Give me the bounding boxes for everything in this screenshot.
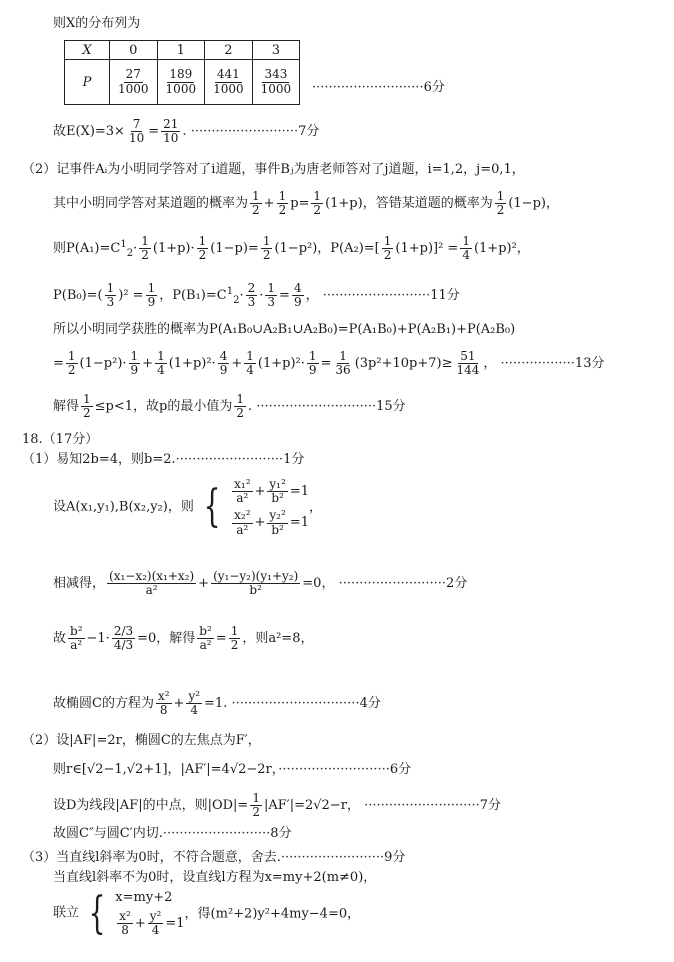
part2-line4: P(B₀)=( $\frac{1}{3}$ )² = $\frac{1}{9}$ ，$P(B_1)=C^1_2\cdot$ $\frac{2}{3}$ · $\frac{1}{3}$ = $\frac{4}{9}$ ， ··························11分 [53,281,460,310]
part2-line7: 解得 $\frac{1}{2}$ ≤p<1，故p的最小值为 $\frac{1}{2}$ . ·····························15分 [53,392,406,421]
part2-line5: 所以小明同学获胜的概率为P(A₁B₀∪A₂B₁∪A₂B₀)=P(A₁B₀)+P(A₂B₁)+P(A₂B₀) [53,322,516,337]
frac-den: 1000 [260,81,292,96]
q18-a1: （1）易知2b=4，则b=2.··························1分 [22,452,305,467]
frac-num: 441 [216,67,240,82]
table-header-cell: 1 [157,41,205,60]
frac-num: 343 [264,67,288,82]
q18-b2: 则r∈[√2−1,√2+1]，|AF′|=4√2−2r，···························6分 [53,762,412,777]
q18-c3: 联立 { x=my+2 $\frac{\text{x²}}{8}$ + $\frac{\text{y²}}{4}$ =1 ，得(m²+2)y²+4my−4=0， [53,887,361,939]
q18-a2: 设A(x₁,y₁),B(x₂,y₂)，则 { $\frac{\text{x₁²}}{\text{a²}}$ + $\frac{\text{y₁²}}{\text{b²}}$ =1 $\frac{\text{x₂²}}{\text{a²}}$ + $\frac{\text{y₂²}}{\text{b²}}$ =1 ， [53,477,322,537]
frac-num: 189 [169,67,193,82]
q18-a4: 故 $\frac{\text{b²}}{\text{a²}}$ −1· $\frac{2/3}{4/3}$ =0，解得 $\frac{\text{b²}}{\text{a²}}$ = $\frac{1}{2}$ ，则a²=8， [53,624,314,653]
table-cell [205,60,253,105]
distribution-table [64,40,300,105]
q18-a3: 相减得， $\frac{\text{(x₁−x₂)(x₁+x₂)}}{\text{a²}}$ + $\frac{\text{(y₁−y₂)(y₁+y₂)}}{\text{b²}}$ =0， ··························2分 [53,569,468,598]
expectation-line: 故E(X)=3× $\frac{7}{10}$ = $\frac{21}{10}$ . ··························7分 [53,117,320,146]
table-header-cell: X [65,41,110,60]
score-6: ···························6分 [312,80,445,95]
frac-num: 27 [125,67,141,82]
frac-den: 1000 [165,81,197,96]
intro-line: 则X的分布列为 [53,16,141,31]
q18-heading: 18.（17分） [22,432,99,447]
part2-line6: = $\frac{1}{2}$ (1−p²)· $\frac{1}{9}$ + $\frac{1}{4}$ (1+p)²· $\frac{4}{9}$ + $\frac{1}{4}$ (1+p)²· $\frac{1}{9}$ = $\frac{1}{36}$ (3p²+10p+7)≥ $\frac{51}{144}$ ， ··················13分 [53,349,605,378]
table-cell [252,60,300,105]
q18-c1: （3）当直线l斜率为0时，不符合题意，舍去.·························9分 [22,850,406,865]
table-header-cell: 0 [110,41,158,60]
table-cell [110,60,158,105]
table-header-cell: 2 [205,41,253,60]
q18-b4: 故圆C″与圆C′内切.··························8分 [53,826,292,841]
q18-b3: 设D为线段|AF|的中点，则|OD|= $\frac{1}{2}$ |AF′|=2√2−r， ····························7分 [53,791,502,820]
q18-b1: （2）设|AF|=2r，椭圆C的左焦点为F′， [22,733,261,748]
table-header-cell: 3 [252,41,300,60]
table-cell [157,60,205,105]
q18-a5: 故椭圆C的方程为 $\frac{\text{x²}}{8}$ + $\frac{\text{y²}}{4}$ =1. ·······························4分 [53,689,381,718]
part2-line1: （2）记事件Aᵢ为小明同学答对了i道题，事件Bⱼ为唐老师答对了j道题，i=1,2，j=0,1， [22,162,525,177]
table-row-label: P [65,60,110,105]
q18-c2: 当直线l斜率不为0时，设直线l方程为x=my+2(m≠0)， [53,870,377,885]
part2-line2: 其中小明同学答对某道题的概率为 $\frac{1}{2}$ + $\frac{1}{2}$ p= $\frac{1}{2}$ (1+p)，答错某道题的概率为 $\frac{1}{2}$ (1−p)， [53,189,559,218]
frac-den: 1000 [118,81,149,96]
frac-den: 1000 [213,81,244,96]
part2-line3: 则$P(A_1)=C^1_2\cdot$ $\frac{1}{2}$ (1+p)· $\frac{1}{2}$ (1−p)= $\frac{1}{2}$ (1−p²)，P(A₂)=[ $\frac{1}{2}$ (1+p)]² = $\frac{1}{4}$ (1+p)²， [53,234,530,263]
